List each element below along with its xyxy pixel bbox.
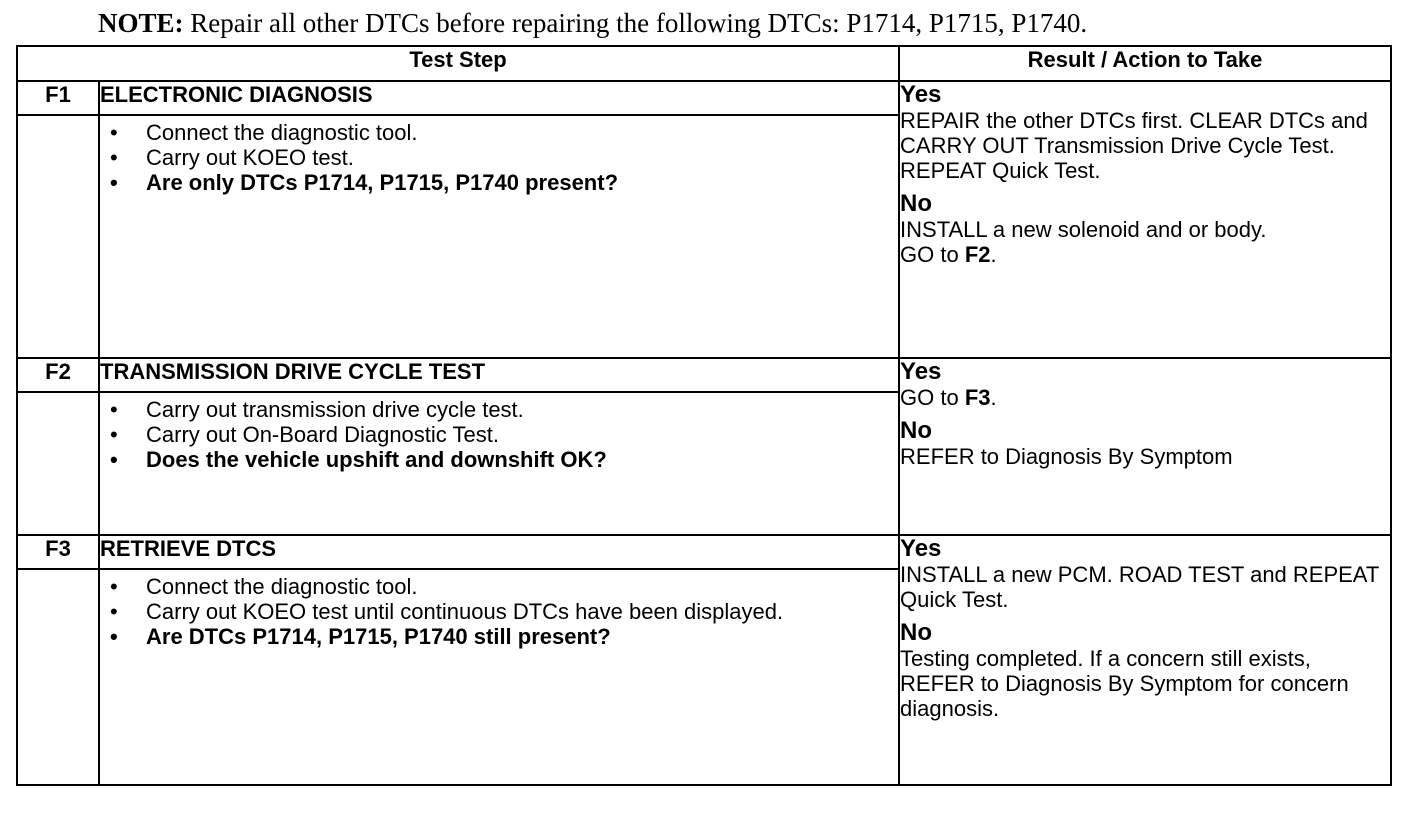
step-bullet: • Carry out On-Board Diagnostic Test. — [110, 422, 898, 447]
step-body-f2 — [99, 392, 899, 535]
result-no-label-f1: No — [900, 190, 933, 217]
result-no-label-f2: No — [900, 417, 933, 444]
step-question-f2: • Does the vehicle upshift and downshift OK? — [110, 447, 898, 472]
result-no-goto-suffix-f1: . — [990, 242, 997, 267]
step-question-f1: • Are only DTCs P1714, P1715, P1740 present? — [110, 170, 898, 195]
result-yes-label-f1: Yes — [900, 81, 942, 108]
result-yes-label-f2: Yes — [900, 358, 942, 385]
step-id-f3: F3 — [17, 535, 99, 569]
step-title-f3: RETRIEVE DTCS — [99, 535, 899, 569]
header-result: Result / Action to Take — [899, 46, 1391, 81]
step-id-blank-f3 — [17, 569, 99, 785]
step-bullet: • Carry out KOEO test until continuous DTCs have been displayed. — [110, 599, 898, 624]
note — [98, 6, 1087, 40]
step-title-f1: ELECTRONIC DIAGNOSIS — [99, 81, 899, 115]
step-bullet: • Connect the diagnostic tool. — [110, 574, 898, 599]
result-cell-f2 — [899, 358, 1391, 535]
result-yes-text-f3: INSTALL a new PCM. ROAD TEST and REPEAT Quick Test. — [900, 562, 1379, 612]
result-no-text-f1 — [900, 217, 1390, 267]
result-yes-text-f1: REPAIR the other DTCs first. CLEAR DTCs and CARRY OUT Transmission Drive Cycle Test. REPEAT Quick Test. — [900, 108, 1368, 183]
step-bullet: • Carry out transmission drive cycle test. — [110, 397, 898, 422]
step-title-row-f3 — [17, 535, 1391, 569]
diagnostic-table — [16, 45, 1392, 786]
result-yes-text-f2 — [900, 385, 1390, 410]
step-id-blank-f1 — [17, 115, 99, 358]
header-row — [17, 46, 1391, 81]
note-label: NOTE: — [98, 8, 184, 38]
result-yes-label-f3: Yes — [900, 535, 942, 562]
step-title-f2: TRANSMISSION DRIVE CYCLE TEST — [99, 358, 899, 392]
step-bullets-f1 — [100, 116, 898, 195]
step-id-f1: F1 — [17, 81, 99, 115]
header-test-step: Test Step — [17, 46, 899, 81]
result-no-text-f3: Testing completed. If a concern still exists, REFER to Diagnosis By Symptom for concern diagnosis. — [900, 646, 1349, 721]
result-no-label-f3: No — [900, 619, 933, 646]
step-title-row-f2 — [17, 358, 1391, 392]
result-no-goto-target-f1: F2 — [964, 242, 991, 267]
step-bullets-f3 — [100, 570, 898, 649]
step-bullets-f2 — [100, 393, 898, 472]
result-yes-goto-prefix-f2: GO to — [900, 385, 965, 410]
result-no-text-f1-main: INSTALL a new solenoid and or body. — [900, 217, 1267, 242]
step-body-f1 — [99, 115, 899, 358]
step-id-blank-f2 — [17, 392, 99, 535]
step-id-f2: F2 — [17, 358, 99, 392]
result-yes-goto-suffix-f2: . — [990, 385, 997, 410]
result-no-goto-prefix-f1: GO to — [900, 242, 965, 267]
step-bullet: • Connect the diagnostic tool. — [110, 120, 898, 145]
note-text: Repair all other DTCs before repairing the following DTCs: P1714, P1715, P1740. — [183, 8, 1088, 38]
result-cell-f3 — [899, 535, 1391, 785]
result-yes-goto-target-f2: F3 — [964, 385, 991, 410]
step-body-f3 — [99, 569, 899, 785]
step-question-f3: • Are DTCs P1714, P1715, P1740 still present? — [110, 624, 898, 649]
result-cell-f1 — [899, 81, 1391, 358]
step-title-row-f1 — [17, 81, 1391, 115]
step-bullet: • Carry out KOEO test. — [110, 145, 898, 170]
result-no-text-f2: REFER to Diagnosis By Symptom — [900, 444, 1233, 469]
